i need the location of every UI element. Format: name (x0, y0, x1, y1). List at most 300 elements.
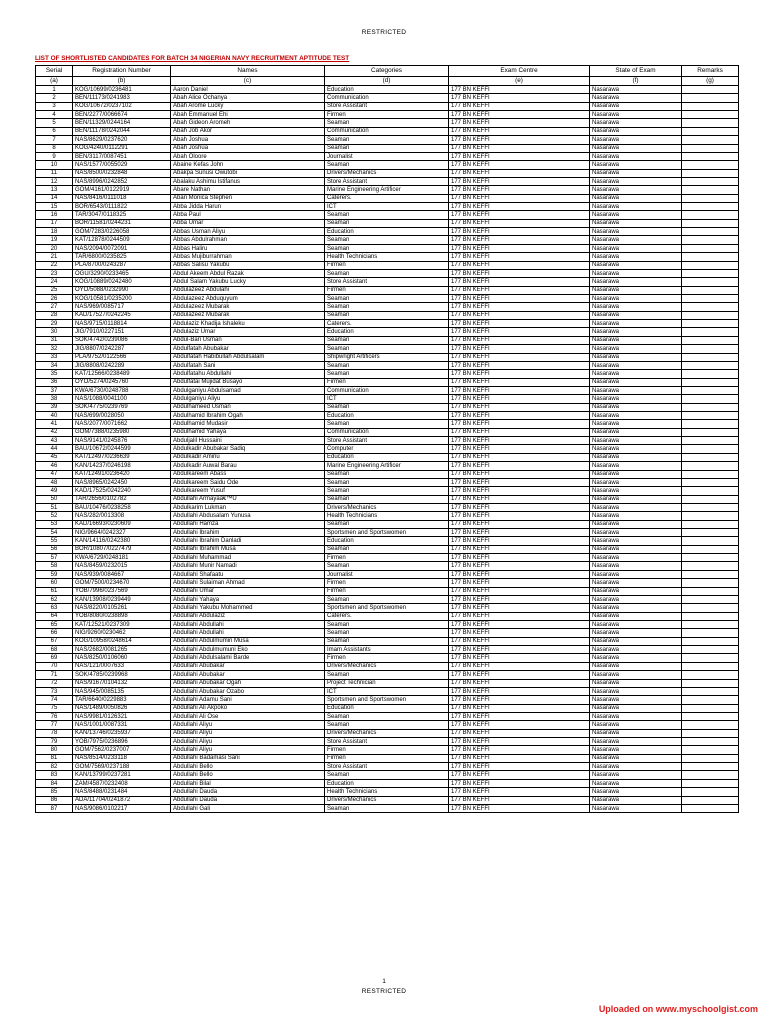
cell-category: Communication (325, 428, 449, 436)
cell-serial: 29 (36, 320, 73, 328)
cell-serial: 45 (36, 453, 73, 461)
cell-remarks (682, 512, 739, 520)
cell-state: Nasarawa (590, 445, 682, 453)
cell-state: Nasarawa (590, 779, 682, 787)
cell-registration-number: NAS/9141/0245876 (73, 437, 171, 445)
cell-state: Nasarawa (590, 696, 682, 704)
cell-remarks (682, 228, 739, 236)
cell-category: Seaman (325, 562, 449, 570)
cell-state: Nasarawa (590, 646, 682, 654)
column-code: (a) (36, 77, 73, 86)
table-row (36, 738, 739, 746)
table-row (36, 311, 739, 319)
cell-name: Abdullahi Adamu Sani (171, 696, 325, 704)
cell-serial: 54 (36, 529, 73, 537)
cell-registration-number: NAS/8629/0237620 (73, 136, 171, 144)
cell-name: Abdullahi Abdusalam Yunusa (171, 512, 325, 520)
cell-state: Nasarawa (590, 604, 682, 612)
cell-serial: 8 (36, 144, 73, 152)
cell-remarks (682, 111, 739, 119)
cell-serial: 86 (36, 796, 73, 804)
cell-exam-centre: 177 BN KEFFI (449, 386, 590, 394)
cell-registration-number: KAT/12497/0236639 (73, 453, 171, 461)
cell-remarks (682, 587, 739, 595)
table-row (36, 395, 739, 403)
cell-name: Abdulazeez Abdulahi (171, 286, 325, 294)
cell-name: Abdullahi Yakubu Mohammed (171, 604, 325, 612)
cell-registration-number: OYO/5274/0245760 (73, 378, 171, 386)
cell-exam-centre: 177 BN KEFFI (449, 395, 590, 403)
cell-exam-centre: 177 BN KEFFI (449, 203, 590, 211)
column-code: (b) (73, 77, 171, 86)
cell-serial: 24 (36, 278, 73, 286)
cell-remarks (682, 771, 739, 779)
table-row (36, 729, 739, 737)
cell-exam-centre: 177 BN KEFFI (449, 520, 590, 528)
cell-category: Education (325, 704, 449, 712)
cell-registration-number: NAS/9981/0126321 (73, 712, 171, 720)
table-row (36, 746, 739, 754)
cell-state: Nasarawa (590, 236, 682, 244)
cell-state: Nasarawa (590, 102, 682, 110)
cell-name: Abdulkarim Lukman (171, 503, 325, 511)
cell-registration-number: KOG/10958/0248614 (73, 637, 171, 645)
cell-name: Abdulaziz Khadija Ishaleku (171, 320, 325, 328)
cell-registration-number: GOM/4161/0122919 (73, 186, 171, 194)
cell-registration-number: GOM/7388/0235980 (73, 428, 171, 436)
cell-name: Abdullahi Aliyu (171, 738, 325, 746)
cell-remarks (682, 211, 739, 219)
cell-exam-centre: 177 BN KEFFI (449, 412, 590, 420)
cell-name: Abah Job Akor (171, 127, 325, 135)
cell-exam-centre: 177 BN KEFFI (449, 478, 590, 486)
cell-registration-number: BEN/3117/0087451 (73, 152, 171, 160)
cell-remarks (682, 420, 739, 428)
cell-exam-centre: 177 BN KEFFI (449, 127, 590, 135)
table-row (36, 278, 739, 286)
cell-remarks (682, 612, 739, 620)
cell-category: Seaman (325, 336, 449, 344)
cell-exam-centre: 177 BN KEFFI (449, 470, 590, 478)
cell-exam-centre: 177 BN KEFFI (449, 437, 590, 445)
cell-name: Abdulhamid Ibrahim Ogah (171, 412, 325, 420)
table-row (36, 428, 739, 436)
cell-exam-centre: 177 BN KEFFI (449, 303, 590, 311)
table-row (36, 336, 739, 344)
cell-name: Abdulfatah Habibullah Abdulsalam (171, 353, 325, 361)
cell-exam-centre: 177 BN KEFFI (449, 428, 590, 436)
cell-name: Abakpa Sunusi Owutobi (171, 169, 325, 177)
cell-registration-number: KWA/6729/0248181 (73, 554, 171, 562)
table-row (36, 545, 739, 553)
cell-exam-centre: 177 BN KEFFI (449, 763, 590, 771)
table-row (36, 370, 739, 378)
cell-category: Seaman (325, 478, 449, 486)
cell-serial: 40 (36, 412, 73, 420)
table-row (36, 136, 739, 144)
cell-name: Abdullahi Aliyu (171, 721, 325, 729)
cell-name: Abdullahi Abubakar Ogah (171, 679, 325, 687)
cell-registration-number: KAT/12491/0236420 (73, 470, 171, 478)
table-row (36, 654, 739, 662)
cell-name: Abdulkareem Abass (171, 470, 325, 478)
cell-serial: 18 (36, 228, 73, 236)
cell-remarks (682, 428, 739, 436)
cell-remarks (682, 604, 739, 612)
table-row (36, 102, 739, 110)
cell-state: Nasarawa (590, 662, 682, 670)
cell-category: Seaman (325, 403, 449, 411)
table-row (36, 286, 739, 294)
cell-serial: 66 (36, 629, 73, 637)
cell-exam-centre: 177 BN KEFFI (449, 487, 590, 495)
cell-serial: 3 (36, 102, 73, 110)
cell-registration-number: SOK/4775/0239769 (73, 403, 171, 411)
cell-remarks (682, 738, 739, 746)
cell-state: Nasarawa (590, 228, 682, 236)
table-header-row (36, 66, 739, 77)
cell-registration-number: BEN/2277/0066674 (73, 111, 171, 119)
cell-remarks (682, 102, 739, 110)
cell-exam-centre: 177 BN KEFFI (449, 294, 590, 302)
cell-registration-number: KAN/14116/0242380 (73, 537, 171, 545)
cell-name: Abdullahi Abubakar (171, 662, 325, 670)
cell-registration-number: NAS/2094/0072091 (73, 244, 171, 252)
cell-category: Seaman (325, 721, 449, 729)
cell-serial: 12 (36, 177, 73, 185)
cell-state: Nasarawa (590, 294, 682, 302)
cell-exam-centre: 177 BN KEFFI (449, 328, 590, 336)
cell-serial: 80 (36, 746, 73, 754)
cell-category: Seaman (325, 119, 449, 127)
cell-remarks (682, 804, 739, 812)
cell-category: Seaman (325, 495, 449, 503)
cell-remarks (682, 462, 739, 470)
column-code: (f) (590, 77, 682, 86)
cell-state: Nasarawa (590, 152, 682, 160)
cell-remarks (682, 136, 739, 144)
cell-serial: 38 (36, 395, 73, 403)
cell-remarks (682, 721, 739, 729)
column-header: Serial (36, 66, 73, 77)
cell-serial: 44 (36, 445, 73, 453)
cell-category: Sportsmen and Sportswomen (325, 529, 449, 537)
cell-name: Abdulfatah Abubakar (171, 345, 325, 353)
cell-state: Nasarawa (590, 520, 682, 528)
cell-registration-number: KAN/13908/0239449 (73, 595, 171, 603)
cell-category: Seaman (325, 244, 449, 252)
cell-serial: 68 (36, 646, 73, 654)
cell-serial: 70 (36, 662, 73, 670)
cell-registration-number: NAS/9167/0104132 (73, 679, 171, 687)
cell-category: Seaman (325, 629, 449, 637)
cell-category: Seaman (325, 370, 449, 378)
cell-name: Abdullahi Hamza (171, 520, 325, 528)
cell-exam-centre: 177 BN KEFFI (449, 629, 590, 637)
cell-remarks (682, 520, 739, 528)
cell-category: Seaman (325, 136, 449, 144)
cell-registration-number: YOB/7996/0237569 (73, 587, 171, 595)
cell-name: Abdulazeez Mubarak (171, 311, 325, 319)
cell-name: Abah Joshua (171, 136, 325, 144)
cell-category: Seaman (325, 712, 449, 720)
cell-exam-centre: 177 BN KEFFI (449, 570, 590, 578)
cell-state: Nasarawa (590, 386, 682, 394)
cell-state: Nasarawa (590, 345, 682, 353)
cell-category: Communication (325, 386, 449, 394)
cell-category: Marine Engineering Artificer (325, 186, 449, 194)
table-row (36, 712, 739, 720)
cell-serial: 35 (36, 370, 73, 378)
cell-name: Abdullahi Ibrahim Danladi (171, 537, 325, 545)
table-row (36, 194, 739, 202)
cell-exam-centre: 177 BN KEFFI (449, 738, 590, 746)
cell-registration-number: NAS/8459/0232015 (73, 562, 171, 570)
cell-exam-centre: 177 BN KEFFI (449, 378, 590, 386)
column-code: (g) (682, 77, 739, 86)
cell-state: Nasarawa (590, 512, 682, 520)
cell-exam-centre: 177 BN KEFFI (449, 244, 590, 252)
cell-registration-number: PLA/8700/0243287 (73, 261, 171, 269)
cell-remarks (682, 236, 739, 244)
cell-state: Nasarawa (590, 687, 682, 695)
cell-exam-centre: 177 BN KEFFI (449, 144, 590, 152)
table-row (36, 687, 739, 695)
cell-category: Caterers. (325, 320, 449, 328)
table-row (36, 721, 739, 729)
table-row (36, 345, 739, 353)
cell-category: Education (325, 779, 449, 787)
cell-remarks (682, 294, 739, 302)
cell-category: Store Assistant (325, 738, 449, 746)
cell-remarks (682, 445, 739, 453)
cell-serial: 37 (36, 386, 73, 394)
cell-registration-number: KAD/16693/0230609 (73, 520, 171, 528)
cell-registration-number: NAS/282/0013308 (73, 512, 171, 520)
table-row (36, 562, 739, 570)
cell-exam-centre: 177 BN KEFFI (449, 587, 590, 595)
cell-state: Nasarawa (590, 253, 682, 261)
cell-category: Communication (325, 94, 449, 102)
cell-name: Abdullahi Abubakar (171, 671, 325, 679)
cell-exam-centre: 177 BN KEFFI (449, 604, 590, 612)
cell-exam-centre: 177 BN KEFFI (449, 420, 590, 428)
cell-serial: 81 (36, 754, 73, 762)
cell-exam-centre: 177 BN KEFFI (449, 370, 590, 378)
column-header: Remarks (682, 66, 739, 77)
cell-state: Nasarawa (590, 111, 682, 119)
table-row (36, 503, 739, 511)
cell-remarks (682, 261, 739, 269)
cell-state: Nasarawa (590, 219, 682, 227)
table-row (36, 629, 739, 637)
cell-state: Nasarawa (590, 119, 682, 127)
cell-registration-number: KOG/10581/0235200 (73, 294, 171, 302)
cell-remarks (682, 704, 739, 712)
cell-registration-number: NAS/8996/0242852 (73, 177, 171, 185)
cell-state: Nasarawa (590, 763, 682, 771)
cell-name: Abdulazeez Mubarak (171, 303, 325, 311)
cell-registration-number: NAS/1577/0055029 (73, 161, 171, 169)
cell-serial: 82 (36, 763, 73, 771)
cell-exam-centre: 177 BN KEFFI (449, 353, 590, 361)
cell-exam-centre: 177 BN KEFFI (449, 495, 590, 503)
cell-state: Nasarawa (590, 361, 682, 369)
cell-category: Seaman (325, 520, 449, 528)
column-header: Names (171, 66, 325, 77)
cell-state: Nasarawa (590, 621, 682, 629)
cell-remarks (682, 336, 739, 344)
table-row (36, 119, 739, 127)
cell-remarks (682, 353, 739, 361)
cell-remarks (682, 487, 739, 495)
cell-exam-centre: 177 BN KEFFI (449, 228, 590, 236)
table-row (36, 211, 739, 219)
cell-remarks (682, 177, 739, 185)
cell-state: Nasarawa (590, 186, 682, 194)
cell-exam-centre: 177 BN KEFFI (449, 361, 590, 369)
cell-category: Seaman (325, 303, 449, 311)
cell-serial: 71 (36, 671, 73, 679)
cell-serial: 77 (36, 721, 73, 729)
cell-registration-number: NAS/2682/0081265 (73, 646, 171, 654)
cell-remarks (682, 127, 739, 135)
cell-registration-number: KOG/10889/0242480 (73, 278, 171, 286)
cell-exam-centre: 177 BN KEFFI (449, 696, 590, 704)
cell-remarks (682, 495, 739, 503)
column-header: State of Exam (590, 66, 682, 77)
table-row (36, 244, 739, 252)
cell-remarks (682, 696, 739, 704)
cell-serial: 67 (36, 637, 73, 645)
cell-category: Imam Assistants (325, 646, 449, 654)
cell-state: Nasarawa (590, 269, 682, 277)
cell-serial: 9 (36, 152, 73, 160)
cell-category: Firmen (325, 746, 449, 754)
cell-serial: 42 (36, 428, 73, 436)
cell-state: Nasarawa (590, 470, 682, 478)
cell-remarks (682, 545, 739, 553)
column-header: Exam Centre (449, 66, 590, 77)
cell-state: Nasarawa (590, 261, 682, 269)
table-row (36, 86, 739, 94)
cell-category: Seaman (325, 621, 449, 629)
cell-registration-number: NAS/9086/0102217 (73, 804, 171, 812)
cell-category: Seaman (325, 294, 449, 302)
cell-name: Abdullahi Gali (171, 804, 325, 812)
cell-registration-number: JIG/8808/0242289 (73, 361, 171, 369)
cell-state: Nasarawa (590, 403, 682, 411)
cell-remarks (682, 671, 739, 679)
cell-category: Computer (325, 445, 449, 453)
cell-exam-centre: 177 BN KEFFI (449, 211, 590, 219)
cell-name: Aaron Daniel (171, 86, 325, 94)
cell-serial: 30 (36, 328, 73, 336)
cell-name: Abdul Akeem Abdul Razak (171, 269, 325, 277)
cell-remarks (682, 395, 739, 403)
cell-remarks (682, 662, 739, 670)
cell-state: Nasarawa (590, 395, 682, 403)
cell-name: Abah Emmanuel Ehi (171, 111, 325, 119)
cell-category: Health Technicians (325, 788, 449, 796)
cell-remarks (682, 529, 739, 537)
cell-state: Nasarawa (590, 203, 682, 211)
cell-state: Nasarawa (590, 671, 682, 679)
cell-name: Abdullahi Muhammad (171, 554, 325, 562)
table-row (36, 412, 739, 420)
cell-state: Nasarawa (590, 729, 682, 737)
cell-name: Abah Gideon Aromeh (171, 119, 325, 127)
cell-category: Seaman (325, 420, 449, 428)
cell-serial: 17 (36, 219, 73, 227)
cell-state: Nasarawa (590, 353, 682, 361)
cell-category: Seaman (325, 311, 449, 319)
cell-exam-centre: 177 BN KEFFI (449, 286, 590, 294)
cell-exam-centre: 177 BN KEFFI (449, 119, 590, 127)
table-row (36, 94, 739, 102)
cell-state: Nasarawa (590, 478, 682, 486)
table-row (36, 671, 739, 679)
table-row (36, 127, 739, 135)
table-row (36, 637, 739, 645)
cell-exam-centre: 177 BN KEFFI (449, 721, 590, 729)
cell-category: Firmen (325, 111, 449, 119)
cell-exam-centre: 177 BN KEFFI (449, 462, 590, 470)
cell-category: Seaman (325, 637, 449, 645)
cell-serial: 87 (36, 804, 73, 812)
cell-name: Abduljalil Hussaini (171, 437, 325, 445)
cell-exam-centre: 177 BN KEFFI (449, 654, 590, 662)
cell-state: Nasarawa (590, 437, 682, 445)
cell-exam-centre: 177 BN KEFFI (449, 779, 590, 787)
cell-name: Abdullahi Badamasi Sani (171, 754, 325, 762)
cell-exam-centre: 177 BN KEFFI (449, 704, 590, 712)
cell-exam-centre: 177 BN KEFFI (449, 278, 590, 286)
cell-category: Journalist (325, 152, 449, 160)
cell-category: Caterers. (325, 612, 449, 620)
cell-registration-number: JIG/7910/0227151 (73, 328, 171, 336)
table-row (36, 520, 739, 528)
cell-registration-number: KAN/13799/0237281 (73, 771, 171, 779)
cell-category: Education (325, 412, 449, 420)
cell-name: Abba Umar (171, 219, 325, 227)
cell-serial: 83 (36, 771, 73, 779)
cell-serial: 56 (36, 545, 73, 553)
cell-name: Abah Arome Lucky (171, 102, 325, 110)
cell-name: Abdullahi Abdulaziz (171, 612, 325, 620)
cell-name: Abdullahi Abdullahi (171, 621, 325, 629)
cell-state: Nasarawa (590, 721, 682, 729)
cell-remarks (682, 203, 739, 211)
cell-exam-centre: 177 BN KEFFI (449, 729, 590, 737)
cell-category: Seaman (325, 595, 449, 603)
cell-remarks (682, 537, 739, 545)
cell-exam-centre: 177 BN KEFFI (449, 746, 590, 754)
cell-registration-number: NAS/1001/0087331 (73, 721, 171, 729)
cell-remarks (682, 370, 739, 378)
cell-state: Nasarawa (590, 788, 682, 796)
cell-remarks (682, 278, 739, 286)
cell-remarks (682, 654, 739, 662)
cell-registration-number: NAS/121/0007633 (73, 662, 171, 670)
cell-registration-number: NAS/8965/0242450 (73, 478, 171, 486)
cell-remarks (682, 562, 739, 570)
cell-serial: 41 (36, 420, 73, 428)
cell-state: Nasarawa (590, 579, 682, 587)
cell-state: Nasarawa (590, 487, 682, 495)
cell-exam-centre: 177 BN KEFFI (449, 136, 590, 144)
cell-registration-number: KOG/10699/0236481 (73, 86, 171, 94)
